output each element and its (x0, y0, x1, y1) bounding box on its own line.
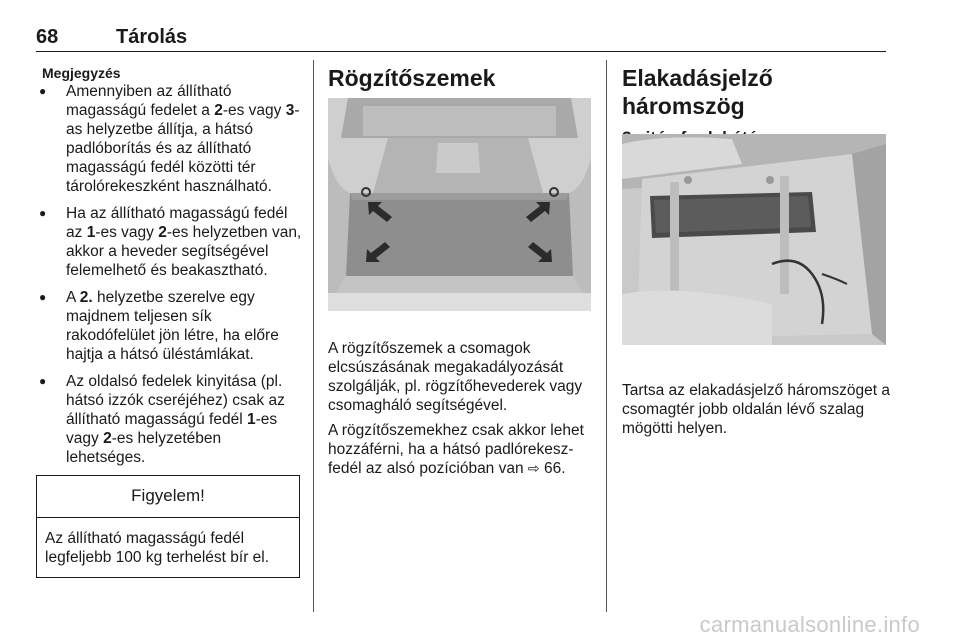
bullet-item: ● Az oldalsó fedelek kinyitása (pl. hátsó izzók cseréjéhez) csak az állítható magasságú fedél 1-es vagy 2-es helyzetében lehetséges. (36, 372, 302, 467)
page-header (36, 26, 886, 52)
bullet-item: ● Ha az állítható magasságú fedél az 1-es vagy 2-es helyzetben van, akkor a heveder segítségével felemelhető és beakasztható. (36, 204, 302, 280)
paragraph: A rögzítőszemek a csomagok elcsúszásának megakadályozását szolgálják, pl. rögzítőhevederek vagy csomagháló segítségével. (328, 340, 583, 414)
note-bullet-list (36, 82, 302, 467)
section-heading-warning-triangle: Elakadásjelző háromszög (622, 65, 773, 119)
column-divider-1 (313, 60, 314, 612)
tie-down-eyes-illustration (328, 98, 591, 311)
column-note (36, 64, 302, 578)
bullet-item: ● Amennyiben az állítható magasságú fedelet a 2-es vagy 3-as helyzetbe állítja, a hátsó padlóborítás és az állítható magasságú fedél közötti tér tárolórekeszként használható. (36, 82, 302, 196)
paragraph: Tartsa az elakadásjelző háromszöget a csomagtér jobb oldalán lévő szalag mögötti helyen. (622, 382, 890, 437)
section-title: Tárolás (116, 26, 188, 48)
paragraph: A rögzítőszemekhez csak akkor lehet hozzáférni, ha a hátsó padlórekesz-fedél az alsó pozícióban van ⇨ 66. (328, 422, 584, 477)
page-number: 68 (36, 26, 59, 48)
column-divider-2 (606, 60, 607, 612)
section-heading-tie-down-eyes: Rögzítőszemek (328, 65, 496, 91)
watermark: carmanualsonline.info (699, 612, 920, 637)
note-title: Megjegyzés (42, 65, 121, 81)
cross-reference-arrow-icon: ⇨ (527, 461, 540, 477)
warning-text: Az állítható magasságú fedél legfeljebb 100 kg terhelést bír el. (45, 530, 270, 566)
bullet-item: ● A 2. helyzetbe szerelve egy majdnem teljesen sík rakodófelület jön létre, ha előre hajtja a hátsó üléstámlákat. (36, 288, 302, 364)
warning-title: Figyelem! (37, 476, 299, 518)
warning-box (36, 475, 300, 578)
page-reference: 66 (543, 460, 562, 477)
warning-triangle-illustration (622, 134, 886, 345)
